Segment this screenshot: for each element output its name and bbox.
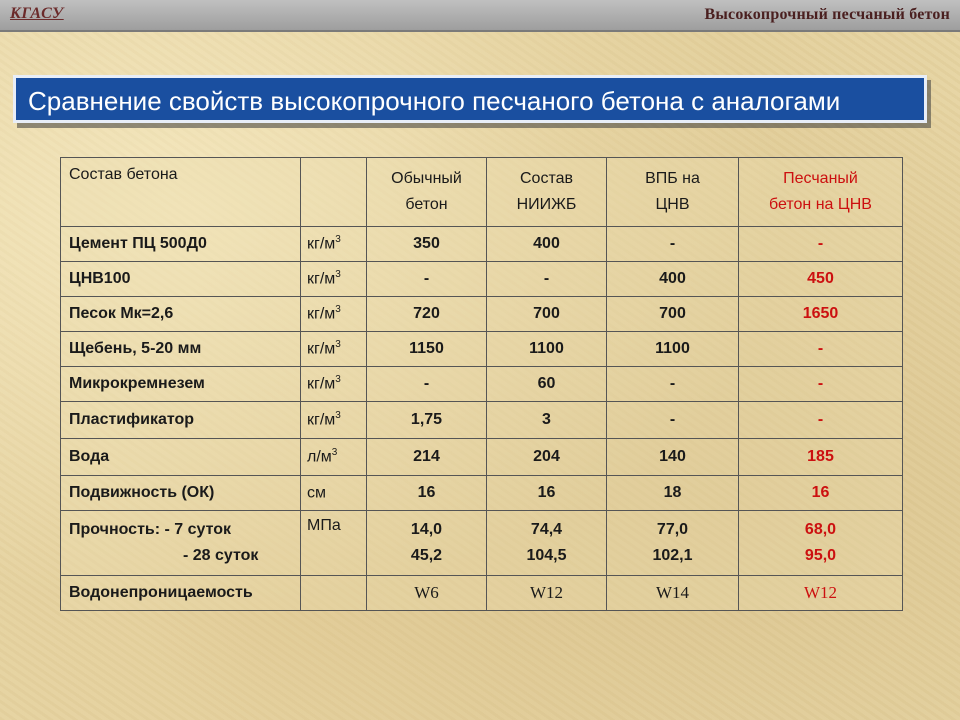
table-row bbox=[61, 332, 903, 367]
row-value: - bbox=[367, 262, 487, 297]
table-row bbox=[61, 227, 903, 262]
row-value: 204 bbox=[487, 439, 607, 476]
row-value: - bbox=[607, 402, 739, 439]
row-unit: $кг/м^3$ bbox=[301, 367, 367, 402]
row-unit: $кг/м^3$ bbox=[301, 262, 367, 297]
table-row-strength bbox=[61, 511, 903, 576]
row-value: 400 bbox=[607, 262, 739, 297]
header-cell-composition: Состав бетона bbox=[61, 158, 301, 227]
table-row bbox=[61, 402, 903, 439]
comparison-table bbox=[60, 157, 903, 611]
row-name: Щебень, 5-20 мм bbox=[61, 332, 301, 367]
table-row bbox=[61, 439, 903, 476]
row-name: Вода bbox=[61, 439, 301, 476]
row-name: Водонепроницаемость bbox=[61, 576, 301, 611]
row-unit: МПа bbox=[301, 511, 367, 576]
headline-text: Сравнение свойств высокопрочного песчаного бетона с аналогами bbox=[28, 86, 841, 116]
row-value: 185 bbox=[739, 439, 903, 476]
row-value: 700 bbox=[487, 297, 607, 332]
row-value: 1100 bbox=[607, 332, 739, 367]
row-value: 214 bbox=[367, 439, 487, 476]
headline-banner bbox=[13, 75, 927, 123]
row-value: 720 bbox=[367, 297, 487, 332]
row-unit: $кг/м^3$ bbox=[301, 332, 367, 367]
row-value: W14 bbox=[607, 576, 739, 611]
row-value: 1150 bbox=[367, 332, 487, 367]
row-value: - bbox=[487, 262, 607, 297]
row-value: 350 bbox=[367, 227, 487, 262]
row-unit: $кг/м^3$ bbox=[301, 402, 367, 439]
row-unit bbox=[301, 576, 367, 611]
row-value: - bbox=[739, 402, 903, 439]
row-name: Подвижность (ОК) bbox=[61, 476, 301, 511]
row-value: - bbox=[607, 227, 739, 262]
table-header-row bbox=[61, 158, 903, 227]
row-name: Песок Мк=2,6 bbox=[61, 297, 301, 332]
row-value: 16 bbox=[739, 476, 903, 511]
table-row-water-resistance bbox=[61, 576, 903, 611]
row-name: Прочность: - 7 суток - 28 суток bbox=[61, 511, 301, 576]
brand-logo-text: КГАСУ bbox=[10, 5, 64, 22]
row-name: Микрокремнезем bbox=[61, 367, 301, 402]
table-row bbox=[61, 476, 903, 511]
row-value: 68,0 95,0 bbox=[739, 511, 903, 576]
header-cell-niizhb: Состав НИИЖБ bbox=[487, 158, 607, 227]
header-cell-sand-concrete: Песчаный бетон на ЦНВ bbox=[739, 158, 903, 227]
row-value: 140 bbox=[607, 439, 739, 476]
row-value: 74,4 104,5 bbox=[487, 511, 607, 576]
table-row bbox=[61, 367, 903, 402]
row-name: Пластификатор bbox=[61, 402, 301, 439]
top-bar bbox=[0, 0, 960, 32]
row-value: 1650 bbox=[739, 297, 903, 332]
row-unit: $кг/м^3$ bbox=[301, 297, 367, 332]
row-value: 700 bbox=[607, 297, 739, 332]
header-cell-ordinary: Обычный бетон bbox=[367, 158, 487, 227]
table-row bbox=[61, 262, 903, 297]
row-unit: $кг/м^3$ bbox=[301, 227, 367, 262]
row-value: 450 bbox=[739, 262, 903, 297]
row-value: 60 bbox=[487, 367, 607, 402]
row-value: 1100 bbox=[487, 332, 607, 367]
row-value: 3 bbox=[487, 402, 607, 439]
header-cell-vpb: ВПБ на ЦНВ bbox=[607, 158, 739, 227]
row-value: W6 bbox=[367, 576, 487, 611]
table-row bbox=[61, 297, 903, 332]
row-value: - bbox=[607, 367, 739, 402]
row-value: 18 bbox=[607, 476, 739, 511]
row-value: 77,0 102,1 bbox=[607, 511, 739, 576]
row-unit: см bbox=[301, 476, 367, 511]
row-value: W12 bbox=[487, 576, 607, 611]
row-value: 400 bbox=[487, 227, 607, 262]
row-unit: $л/м^3$ bbox=[301, 439, 367, 476]
header-cell-unit bbox=[301, 158, 367, 227]
row-value: - bbox=[739, 367, 903, 402]
document-title: Высокопрочный песчаный бетон bbox=[704, 6, 950, 23]
row-value: 16 bbox=[367, 476, 487, 511]
row-value: - bbox=[367, 367, 487, 402]
row-name: ЦНВ100 bbox=[61, 262, 301, 297]
row-value: 14,0 45,2 bbox=[367, 511, 487, 576]
row-value: 1,75 bbox=[367, 402, 487, 439]
row-value: - bbox=[739, 227, 903, 262]
row-name: Цемент ПЦ 500Д0 bbox=[61, 227, 301, 262]
row-value: W12 bbox=[739, 576, 903, 611]
row-value: - bbox=[739, 332, 903, 367]
row-value: 16 bbox=[487, 476, 607, 511]
